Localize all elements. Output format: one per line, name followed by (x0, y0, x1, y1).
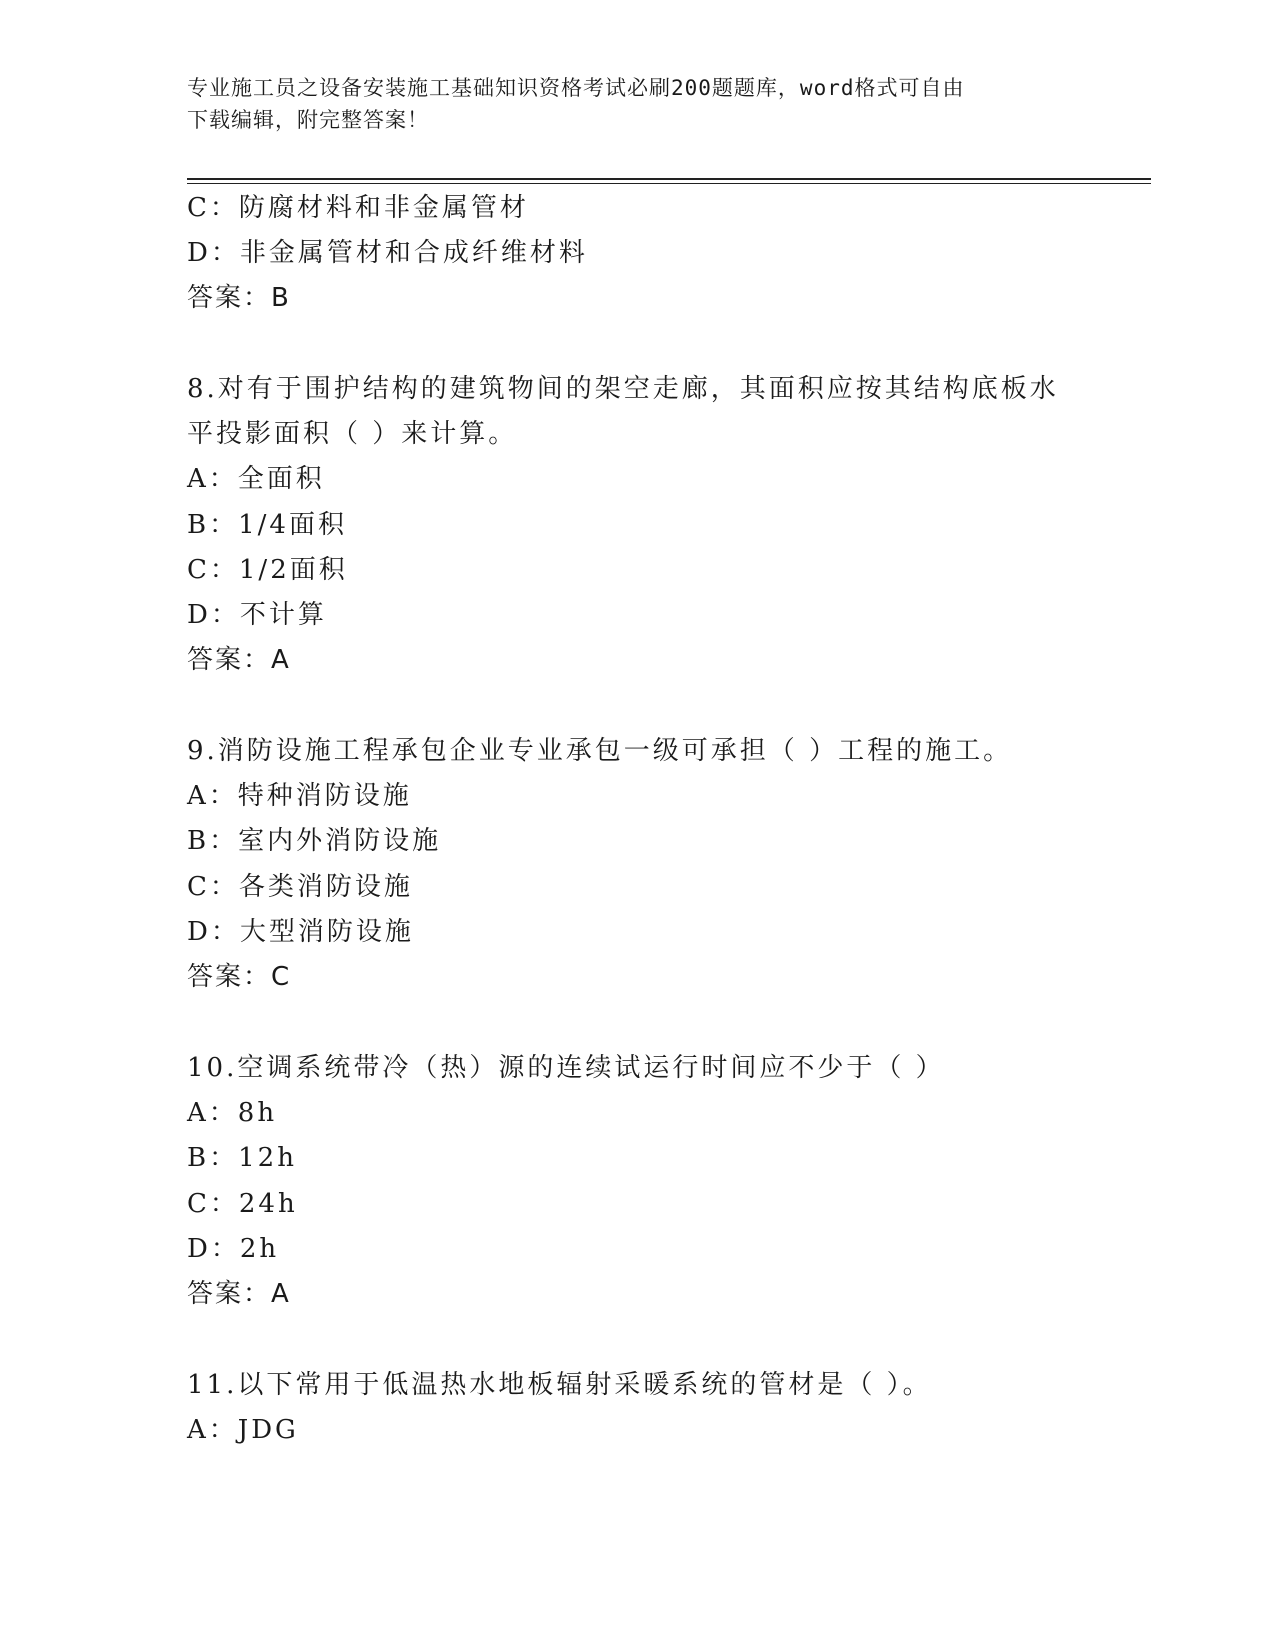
q10-answer: 答案：A (187, 1279, 291, 1309)
q10-option-a: A：8h (187, 1098, 278, 1128)
q10-option-c: C：24h (187, 1189, 298, 1219)
q9-answer: 答案：C (187, 962, 292, 992)
q9-option-a: A：特种消防设施 (187, 781, 412, 811)
q8-stem-line-1: 8.对有于围护结构的建筑物间的架空走廊，其面积应按其结构底板水 (187, 374, 1059, 404)
q8-option-a: A：全面积 (187, 464, 325, 494)
header-title-line-1: 专业施工员之设备安装施工基础知识资格考试必刷200题题库，word格式可自由 (187, 76, 965, 100)
q7-option-c: C：防腐材料和非金属管材 (187, 193, 529, 223)
header-divider-thin (187, 183, 1151, 184)
document-header (187, 72, 1067, 136)
q9-option-c: C：各类消防设施 (187, 872, 413, 902)
q11-stem: 11.以下常用于低温热水地板辐射采暖系统的管材是（ ）。 (187, 1370, 932, 1400)
q10-option-b: B：12h (187, 1143, 297, 1173)
q8-answer: 答案：A (187, 645, 291, 675)
q10-stem: 10.空调系统带冷（热）源的连续试运行时间应不少于（ ） (187, 1053, 945, 1083)
q8-option-c: C：1/2面积 (187, 555, 348, 585)
q9-option-b: B：室内外消防设施 (187, 826, 442, 856)
q9-option-d: D：大型消防设施 (187, 917, 414, 947)
q7-option-d: D：非金属管材和合成纤维材料 (187, 238, 588, 268)
q10-option-d: D：2h (187, 1234, 280, 1264)
q8-option-b: B：1/4面积 (187, 510, 347, 540)
q11-option-a: A：JDG (187, 1415, 299, 1445)
q8-option-d: D：不计算 (187, 600, 327, 630)
q7-answer: 答案：B (187, 283, 291, 313)
q9-stem: 9.消防设施工程承包企业专业承包一级可承担（ ）工程的施工。 (187, 736, 1013, 766)
header-divider-thick (187, 178, 1151, 180)
q8-stem-line-2: 平投影面积（ ）来计算。 (187, 419, 518, 449)
header-title-line-2: 下载编辑，附完整答案！ (187, 108, 429, 132)
